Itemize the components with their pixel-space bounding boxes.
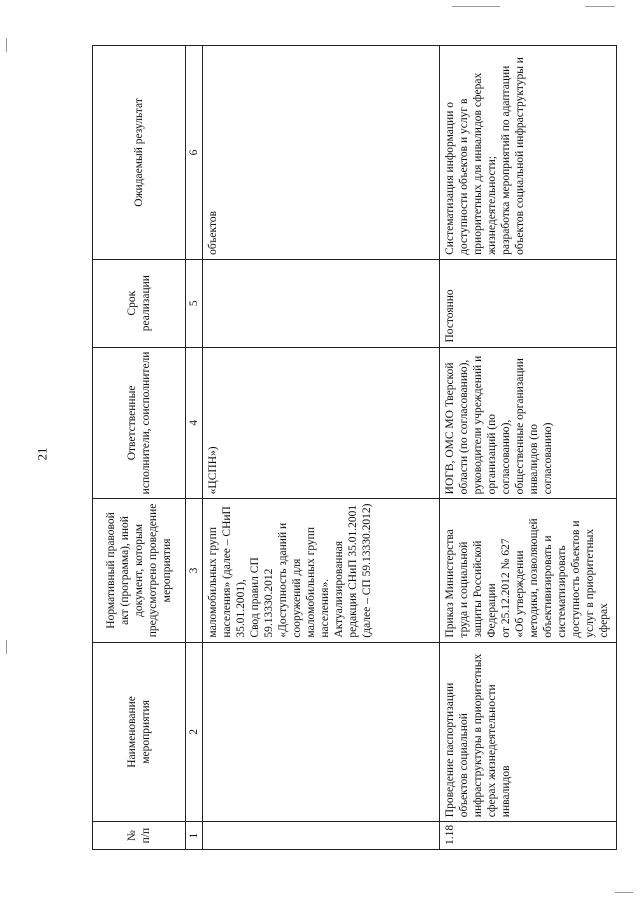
cell-name xyxy=(203,642,440,822)
scan-mark-top-right xyxy=(585,6,615,7)
cell-term xyxy=(203,259,440,347)
column-number: 5 xyxy=(186,259,203,347)
header-resp: Ответственные исполнители, соисполнители xyxy=(93,347,186,499)
column-number: 1 xyxy=(186,822,203,850)
column-number: 2 xyxy=(186,642,203,822)
cell-result: Систематизация информации о доступности объектов и услуг в приоритетных для инвалидов сферах жизнедеятельности; разработка мероприятий по адаптации объектов социальной инфраструктуры и xyxy=(440,46,617,260)
events-table xyxy=(92,45,617,850)
header-name: Наименование мероприятия xyxy=(93,642,186,822)
cell-result: объектов xyxy=(203,46,440,260)
cell-num xyxy=(203,822,440,850)
table-row-continuation xyxy=(203,46,440,850)
column-number: 3 xyxy=(186,499,203,642)
cell-name: Проведение паспортизации объектов социальной инфраструктуры в приоритетных сферах жизнедеятельности инвалидов xyxy=(440,642,617,822)
column-number: 4 xyxy=(186,347,203,499)
cell-resp: «ЦСПН») xyxy=(203,347,440,499)
header-row xyxy=(93,46,186,850)
scan-mark-left-top xyxy=(6,38,7,52)
scan-mark-bottom xyxy=(615,892,633,893)
scan-mark-top xyxy=(452,6,500,7)
page-number: 21 xyxy=(34,447,50,461)
cell-num: 1.18 xyxy=(440,822,617,850)
header-doc: Нормативный правовой акт (программа), иной документ, которым предусмотрено проведение мероприятия xyxy=(93,499,186,642)
cell-doc: маломобильных групп населения» (далее – СНиП 35.01.2001), Свод правил СП 59.13330.2012 «Доступность зданий и сооружений для маломобильных групп населения». Актуализированная редакция СНиП 35.01.2001 (далее – СП 59.13330.2012) xyxy=(203,499,440,642)
cell-doc: Приказ Министерства труда и социальной защиты Российской Федерации от 25.12.2012 № 627 «Об утверждении методики, позволяющей объективизировать и систематизировать доступность объектов и услуг в приоритетных сферах xyxy=(440,499,617,642)
cell-term: Постоянно xyxy=(440,259,617,347)
header-term: Срок реализации xyxy=(93,259,186,347)
cell-resp: ИОГВ, ОМС МО Тверской области (по согласованию), руководители учреждений и организаций (по согласованию), общественные организации инвалидов (по согласованию) xyxy=(440,347,617,499)
header-result: Ожидаемый результат xyxy=(93,46,186,260)
scan-mark-left-mid xyxy=(6,640,7,654)
header-num: № п/п xyxy=(93,822,186,850)
column-number-row xyxy=(186,46,203,850)
table-row-1-18 xyxy=(440,46,617,850)
column-number: 6 xyxy=(186,46,203,260)
table-rotated-container xyxy=(92,45,637,850)
